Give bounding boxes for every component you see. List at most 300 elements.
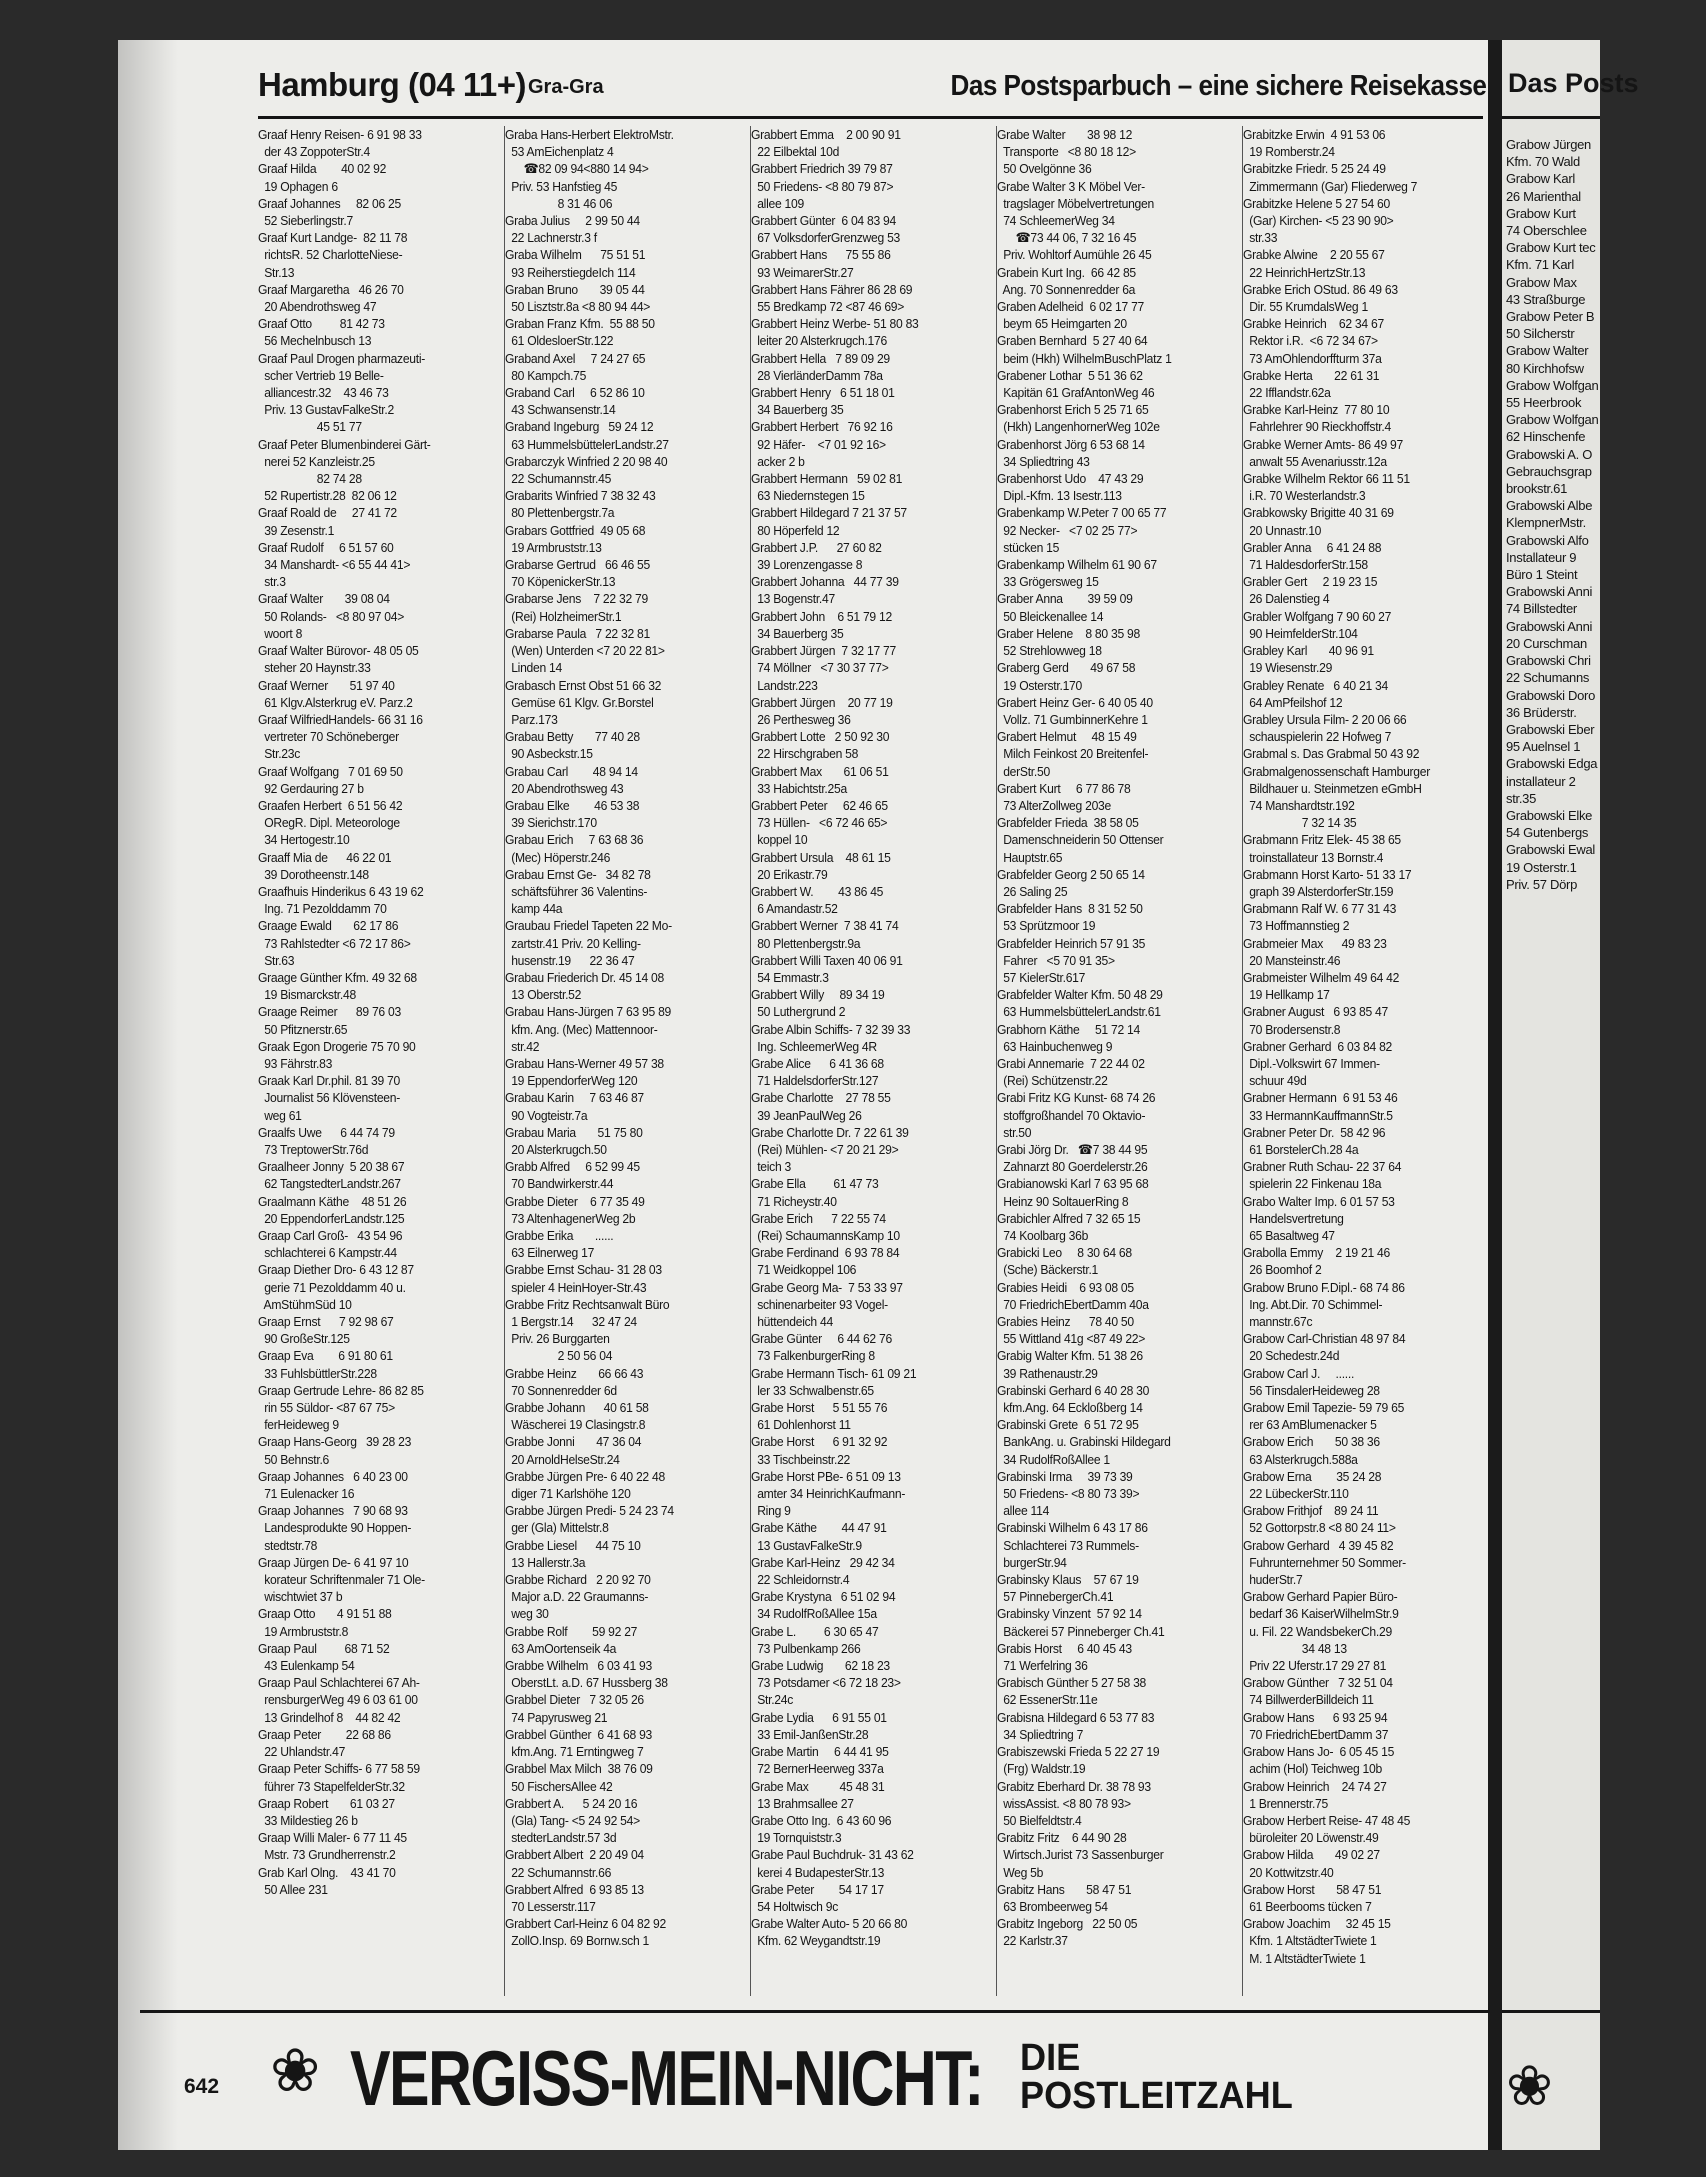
- directory-entry-line: 92 Gerdauring 27 b: [258, 780, 364, 796]
- directory-entry-line: Dir. 55 KrumdalsWeg 1: [1243, 299, 1368, 315]
- directory-entry-line: schuur 49d: [1243, 1073, 1307, 1089]
- directory-entry-line: Grabe Horst PBe- 6 51 09 13: [751, 1468, 901, 1484]
- directory-entry-line: Graaf Peter Blumenbinderei Gärt-: [258, 436, 431, 452]
- directory-entry-line: 34 RudolfRoßAllee 15a: [751, 1606, 877, 1622]
- directory-entry-line: kfm. Ang. (Mec) Mattennoor-: [505, 1021, 658, 1037]
- directory-entry-line: Str.13: [258, 264, 295, 280]
- directory-entry-line: 20 Abendrothsweg 47: [258, 299, 377, 315]
- directory-entry-line: 22 Karlstr.37: [997, 1933, 1068, 1949]
- directory-entry-line: 50 FischersAllee 42: [505, 1778, 613, 1794]
- directory-entry-line: ger (Gla) Mittelstr.8: [505, 1520, 609, 1536]
- directory-entry-line: stoffgroßhandel 70 Oktavio-: [997, 1107, 1146, 1123]
- directory-entry-line: schinenarbeiter 93 Vogel-: [751, 1296, 888, 1312]
- directory-entry-line: Grabau Ernst Ge- 34 82 78: [505, 866, 651, 882]
- directory-entry-line: Grabfelder Walter Kfm. 50 48 29: [997, 987, 1163, 1003]
- directory-entry-line: 63 Eilnerweg 17: [505, 1245, 595, 1261]
- directory-entry-line: kfm.Ang. 64 Eckloßberg 14: [997, 1400, 1143, 1416]
- directory-entry-line: Grabbert Willi Taxen 40 06 91: [751, 952, 903, 968]
- directory-entry-line: Handelsvertretung: [1243, 1210, 1344, 1226]
- directory-entry-line: 70 FriedrichEbertDamm 37: [1243, 1726, 1389, 1742]
- directory-entry-line: husenstr.19 22 36 47: [505, 952, 635, 968]
- directory-entry-line: Grabbe Jürgen Pre- 6 40 22 48: [505, 1468, 665, 1484]
- directory-entry-line: u. Fil. 22 WandsbekerCh.29: [1243, 1623, 1392, 1639]
- directory-entry-line: Str.23c: [258, 746, 301, 762]
- directory-entry-line: vertreter 70 Schöneberger: [258, 729, 399, 745]
- directory-entry-line: Grabb Alfred 6 52 99 45: [505, 1159, 640, 1175]
- directory-entry-line: Grabmalgenossenschaft Hamburger: [1243, 763, 1431, 779]
- directory-entry-line: steher 20 Haynstr.33: [258, 660, 371, 676]
- next-page-entry-line: 50 Silcherstr: [1506, 326, 1575, 342]
- directory-entry-line: (Rei) HolzheimerStr.1: [505, 608, 622, 624]
- next-page-entry-line: Gebrauchsgrap: [1506, 463, 1592, 479]
- directory-entry-line: Grabler Anna 6 41 24 88: [1243, 539, 1382, 555]
- directory-entry-line: Grabars Gottfried 49 05 68: [505, 522, 646, 538]
- next-page-entry-line: KlempnerMstr.: [1506, 515, 1586, 531]
- directory-entry-line: 73 Rahlstedter <6 72 17 86>: [258, 935, 411, 951]
- directory-entry-line: 50 Bleickenallee 14: [997, 608, 1104, 624]
- directory-entry-line: 2 50 56 04: [505, 1348, 613, 1364]
- directory-entry-line: hüttendeich 44: [751, 1314, 833, 1330]
- directory-entry-line: 82 74 28: [258, 471, 362, 487]
- directory-entry-line: Graap Willi Maler- 6 77 11 45: [258, 1830, 407, 1846]
- directory-entry-line: allee 114: [997, 1503, 1050, 1519]
- directory-entry-line: Grabe Erich 7 22 55 74: [751, 1210, 886, 1226]
- directory-entry-line: 90 Vogteistr.7a: [505, 1107, 588, 1123]
- directory-entry-line: Grabow Günther 7 32 51 04: [1243, 1675, 1393, 1691]
- directory-entry-line: 92 Necker- <7 02 25 77>: [997, 522, 1138, 538]
- directory-entry-line: i.R. 70 Westerlandstr.3: [1243, 488, 1366, 504]
- directory-entry-line: 54 Emmastr.3: [751, 969, 829, 985]
- directory-entry-line: 71 HaldelsdorferStr.127: [751, 1073, 879, 1089]
- directory-entry-line: 20 Kottwitzstr.40: [1243, 1864, 1334, 1880]
- directory-entry-line: Grabe L. 6 30 65 47: [751, 1623, 879, 1639]
- directory-entry-line: 74 Koolbarg 36b: [997, 1228, 1089, 1243]
- directory-entry-line: 57 PinnebergerCh.41: [997, 1589, 1114, 1605]
- directory-entry-line: Grabbert Ursula 48 61 15: [751, 849, 891, 865]
- directory-entry-line: Grabmann Fritz Elek- 45 38 65: [1243, 832, 1401, 848]
- directory-entry-line: Grabe Otto Ing. 6 43 60 96: [751, 1812, 892, 1828]
- directory-entry-line: 19 Tornquiststr.3: [751, 1830, 842, 1846]
- directory-entry-line: 19 Hellkamp 17: [1243, 987, 1330, 1003]
- directory-entry-line: Graage Ewald 62 17 86: [258, 918, 399, 934]
- directory-entry-line: Graalheer Jonny 5 20 38 67: [258, 1159, 405, 1175]
- directory-entry-line: 61 Klgv.Alsterkrug eV. Parz.2: [258, 694, 413, 710]
- directory-entry-line: 71 Richeystr.40: [751, 1193, 837, 1209]
- directory-entry-line: Graap Otto 4 91 51 88: [258, 1606, 392, 1622]
- directory-entry-line: Grabow Gerhard Papier Büro-: [1243, 1589, 1398, 1605]
- directory-entry-line: 19 Wiesenstr.29: [1243, 660, 1333, 676]
- directory-entry-line: Grabinsky Vinzent 57 92 14: [997, 1606, 1142, 1622]
- page-number: 642: [184, 2075, 220, 2098]
- directory-entry-line: Rektor i.R. <6 72 34 67>: [1243, 333, 1378, 349]
- directory-entry-line: 19 Romberstr.24: [1243, 144, 1335, 160]
- directory-entry-line: huderStr.7: [1243, 1572, 1303, 1588]
- directory-entry-line: 50 Luthergrund 2: [751, 1004, 846, 1020]
- directory-entry-line: 45 51 77: [258, 419, 362, 435]
- directory-entry-line: 26 Perthesweg 36: [751, 711, 851, 727]
- directory-entry-line: Grabbert Max 61 06 51: [751, 763, 889, 779]
- directory-entry-line: Bildhauer u. Steinmetzen eGmbH: [1243, 780, 1422, 796]
- directory-entry-line: Grabe Charlotte 27 78 55: [751, 1090, 891, 1106]
- directory-entry-line: amter 34 HeinrichKaufmann-: [751, 1486, 906, 1502]
- directory-entry-line: Grabe Peter 54 17 17: [751, 1881, 884, 1897]
- directory-entry-line: OberstLt. a.D. 67 Hussberg 38: [505, 1675, 668, 1691]
- directory-entry-line: 74 Manshardtstr.192: [1243, 797, 1355, 813]
- directory-entry-line: Grabarse Paula 7 22 32 81: [505, 625, 650, 641]
- directory-entry-line: Grabitz Ingeborg 22 50 05: [997, 1916, 1138, 1932]
- directory-entry-line: Graaf Walter Bürovor- 48 05 05: [258, 643, 419, 659]
- directory-entry-line: 22 LübeckerStr.110: [1243, 1486, 1349, 1502]
- directory-entry-line: leiter 20 Alsterkrugch.176: [751, 333, 887, 349]
- directory-entry-line: Grabke Heinrich 62 34 67: [1243, 316, 1384, 332]
- directory-entry-line: Graalmann Käthe 48 51 26: [258, 1193, 407, 1209]
- directory-entry-line: Grabbert W. 43 86 45: [751, 883, 884, 899]
- directory-entry-line: 19 Armbruststr.13: [505, 539, 602, 555]
- directory-entry-line: Graap Ernst 7 92 98 67: [258, 1314, 394, 1330]
- directory-entry-line: Grabe Ferdinand 6 93 78 84: [751, 1245, 900, 1261]
- directory-entry-line: Grabler Gert 2 19 23 15: [1243, 574, 1378, 590]
- directory-entry-line: 34 Manshardt- <6 55 44 41>: [258, 557, 411, 573]
- directory-entry-line: Grabfelder Hans 8 31 52 50: [997, 901, 1143, 917]
- next-page-entry-line: 74 Billstedter: [1506, 601, 1577, 617]
- directory-entry-line: Grabau Maria 51 75 80: [505, 1124, 643, 1140]
- directory-entry-line: Grabfelder Frieda 38 58 05: [997, 815, 1139, 831]
- directory-entry-line: 73 FalkenburgerRing 8: [751, 1348, 875, 1364]
- page-header: [140, 66, 1486, 118]
- directory-entry-line: Grabein Kurt Ing. 66 42 85: [997, 264, 1136, 280]
- directory-entry-line: Hauptstr.65: [997, 849, 1063, 865]
- directory-entry-line: Grabe Käthe 44 47 91: [751, 1520, 887, 1536]
- directory-entry-line: 74 Papyrusweg 21: [505, 1709, 608, 1725]
- listing-columns: [258, 126, 1488, 1996]
- next-page-entry-line: Büro 1 Steint: [1506, 567, 1578, 583]
- directory-entry-line: Grabinsky Klaus 57 67 19: [997, 1572, 1139, 1588]
- next-page-entry-line: Grabowski Alfo: [1506, 532, 1589, 548]
- directory-entry-line: ☎82 09 94<880 14 94>: [505, 161, 649, 177]
- directory-entry-line: 34 48 13: [1243, 1640, 1347, 1656]
- directory-entry-line: Grabau Betty 77 40 28: [505, 729, 640, 745]
- directory-entry-line: Grabkowsky Brigitte 40 31 69: [1243, 505, 1394, 521]
- directory-entry-line: 71 Weidkoppel 106: [751, 1262, 857, 1278]
- directory-entry-line: 19 EppendorferWeg 120: [505, 1073, 638, 1089]
- directory-entry-line: 28 VierländerDamm 78a: [751, 367, 883, 383]
- next-page-entry-line: Kfm. 71 Karl: [1506, 257, 1574, 273]
- directory-entry-line: (Rei) Schützenstr.22: [997, 1073, 1108, 1089]
- directory-entry-line: 62 TangstedterLandstr.267: [258, 1176, 401, 1192]
- next-page-entry-line: 22 Schumanns: [1506, 670, 1590, 686]
- directory-entry-line: koppel 10: [751, 832, 808, 848]
- directory-entry-line: Graba Julius 2 99 50 44: [505, 213, 640, 229]
- directory-entry-line: Grabbert Heinz Werbe- 51 80 83: [751, 316, 919, 332]
- directory-entry-line: ler 33 Schwalbenstr.65: [751, 1382, 874, 1398]
- directory-entry-line: 73 AmOhlendorffturm 37a: [1243, 350, 1382, 366]
- next-page-entry-line: 95 Auelnsel 1: [1506, 739, 1581, 755]
- directory-entry-line: Grabbe Jürgen Predi- 5 24 23 74: [505, 1503, 674, 1519]
- directory-entry-line: 39 Sierichstr.170: [505, 815, 597, 831]
- directory-entry-line: 70 Lesserstr.117: [505, 1898, 596, 1914]
- directory-entry-line: Grabler Wolfgang 7 90 60 27: [1243, 608, 1392, 624]
- directory-entry-line: 50 Bielfeldtstr.4: [997, 1812, 1082, 1828]
- directory-entry-line: Graaff Mia de 46 22 01: [258, 849, 392, 865]
- directory-entry-line: str.42: [505, 1038, 540, 1054]
- next-page-entry-line: Grabow Wolfgan: [1506, 377, 1599, 393]
- directory-entry-line: Grabert Helmut 48 15 49: [997, 729, 1137, 745]
- directory-entry-line: Graaf Wolfgang 7 01 69 50: [258, 763, 403, 779]
- directory-entry-line: Grabley Renate 6 40 21 34: [1243, 677, 1388, 693]
- directory-entry-line: Grabau Carl 48 94 14: [505, 763, 638, 779]
- directory-entry-line: Major a.D. 22 Graumanns-: [505, 1589, 649, 1605]
- directory-entry-line: wissAssist. <8 80 78 93>: [997, 1795, 1131, 1811]
- directory-entry-line: ferHeideweg 9: [258, 1417, 339, 1433]
- directory-entry-line: Graap Jürgen De- 6 41 97 10: [258, 1554, 409, 1570]
- directory-entry-line: 20 Mansteinstr.46: [1243, 952, 1341, 968]
- directory-entry-line: Graaf Henry Reisen- 6 91 98 33: [258, 127, 422, 142]
- directory-entry-line: Grabitz Fritz 6 44 90 28: [997, 1830, 1127, 1846]
- directory-entry-line: Grabe Horst 6 91 32 92: [751, 1434, 888, 1450]
- directory-entry-line: wischtwiet 37 b: [258, 1589, 343, 1605]
- directory-entry-line: Grabig Walter Kfm. 51 38 26: [997, 1348, 1143, 1364]
- directory-entry-line: Grabbert Jürgen 7 32 17 77: [751, 643, 896, 659]
- directory-entry-line: 57 KielerStr.617: [997, 969, 1086, 985]
- directory-entry-line: 80 Kampch.75: [505, 367, 587, 383]
- directory-entry-line: der 43 ZoppoterStr.4: [258, 144, 370, 160]
- directory-entry-line: (Sche) Bäckerstr.1: [997, 1262, 1099, 1278]
- directory-entry-line: Graap Paul 68 71 52: [258, 1640, 390, 1656]
- directory-entry-line: Grabitzke Erwin 4 91 53 06: [1243, 127, 1386, 142]
- directory-entry-line: Kfm. 1 AltstädterTwiete 1: [1243, 1933, 1377, 1949]
- next-page-entry-line: Grabowski Eber: [1506, 721, 1595, 737]
- directory-entry-line: Grabe Georg Ma- 7 53 33 97: [751, 1279, 903, 1295]
- directory-entry-line: 22 Lachnerstr.3 f: [505, 230, 597, 246]
- next-page-entry-line: str.35: [1506, 790, 1536, 806]
- directory-entry-line: 74 SchleemerWeg 34: [997, 213, 1115, 229]
- directory-entry-line: Grabbert Peter 62 46 65: [751, 797, 888, 813]
- directory-entry-line: 50 Lisztstr.8a <8 80 94 44>: [505, 299, 651, 315]
- directory-entry-line: Grabow Hans Jo- 6 05 45 15: [1243, 1744, 1395, 1760]
- directory-entry-line: Mstr. 73 Grundherrenstr.2: [258, 1847, 396, 1863]
- directory-entry-line: Grabbel Günther 6 41 68 93: [505, 1726, 653, 1742]
- directory-entry-line: Transporte <8 80 18 12>: [997, 144, 1136, 160]
- directory-entry-line: 20 Unnastr.10: [1243, 522, 1322, 538]
- directory-entry-line: 61 Beerbooms tücken 7: [1243, 1898, 1372, 1914]
- directory-entry-line: Grabbel Dieter 7 32 05 26: [505, 1692, 644, 1708]
- directory-entry-line: Grabbert J.P. 27 60 82: [751, 539, 882, 555]
- directory-entry-line: Grabke Alwine 2 20 55 67: [1243, 247, 1385, 263]
- directory-entry-line: 73 TreptowerStr.76d: [258, 1141, 369, 1157]
- directory-entry-line: Grabmann Horst Karto- 51 33 17: [1243, 866, 1412, 882]
- directory-entry-line: derStr.50: [997, 763, 1050, 779]
- directory-entry-line: 50 Ovelgönne 36: [997, 161, 1092, 177]
- directory-entry-line: Graage Günther Kfm. 49 32 68: [258, 969, 417, 985]
- directory-entry-line: 22 Eilbektal 10d: [751, 144, 840, 160]
- directory-entry-line: Wäscherei 19 Clasingstr.8: [505, 1417, 646, 1433]
- directory-entry-line: Grabe Hermann Tisch- 61 09 21: [751, 1365, 917, 1381]
- next-page-entry-line: 26 Marienthal: [1506, 188, 1581, 204]
- directory-entry-line: Fahrer <5 70 91 35>: [997, 952, 1115, 968]
- directory-entry-line: Graaf Rudolf 6 51 57 60: [258, 539, 394, 555]
- directory-entry-line: Grabarczyk Winfried 2 20 98 40: [505, 453, 668, 469]
- directory-entry-line: (Mec) Höperstr.246: [505, 849, 611, 865]
- directory-entry-line: Graaf Roald de 27 41 72: [258, 505, 397, 521]
- directory-entry-line: Grabe Krystyna 6 51 02 94: [751, 1589, 896, 1605]
- directory-entry-line: Grabau Karin 7 63 46 87: [505, 1090, 644, 1106]
- directory-entry-line: weg 30: [505, 1606, 549, 1622]
- directory-entry-line: Grabe Günter 6 44 62 76: [751, 1331, 892, 1347]
- directory-entry-line: Grabichler Alfred 7 32 65 15: [997, 1210, 1141, 1226]
- directory-entry-line: Grabitz Eberhard Dr. 38 78 93: [997, 1778, 1151, 1794]
- directory-entry-line: str.33: [1243, 230, 1278, 246]
- next-page-entry-line: Grabowski A. O: [1506, 446, 1593, 462]
- directory-entry-line: Grabner August 6 93 85 47: [1243, 1004, 1388, 1020]
- directory-entry-line: Grabow Erna 35 24 28: [1243, 1468, 1382, 1484]
- directory-entry-line: graph 39 AlsterdorferStr.159: [1243, 883, 1394, 899]
- directory-entry-line: tragslager Möbelvertretungen: [997, 195, 1154, 211]
- next-page-entry-line: 36 Brüderstr.: [1506, 704, 1577, 720]
- directory-entry-line: (Gla) Tang- <5 24 92 54>: [505, 1812, 640, 1828]
- directory-entry-line: Grabhorn Käthe 51 72 14: [997, 1021, 1140, 1037]
- directory-entry-line: Priv. 13 GustavFalkeStr.2: [258, 402, 394, 418]
- directory-entry-line: 20 Alsterkrugch.50: [505, 1141, 607, 1157]
- directory-entry-line: Grabe Charlotte Dr. 7 22 61 39: [751, 1124, 909, 1140]
- directory-entry-line: Graaf Margaretha 46 26 70: [258, 281, 404, 297]
- directory-entry-line: Grabitz Hans 58 47 51: [997, 1881, 1132, 1897]
- directory-entry-line: beim (Hkh) WilhelmBuschPlatz 1: [997, 350, 1172, 366]
- directory-entry-line: 80 Plettenbergstr.7a: [505, 505, 615, 521]
- directory-entry-line: Graaf Walter 39 08 04: [258, 591, 390, 607]
- directory-entry-line: Grabe Karl-Heinz 29 42 34: [751, 1554, 895, 1570]
- directory-entry-line: woort 8: [258, 625, 303, 641]
- directory-entry-line: Graaf Werner 51 97 40: [258, 677, 395, 693]
- directory-entry-line: Grabow Gerhard 4 39 45 82: [1243, 1537, 1394, 1553]
- directory-entry-line: Grabbert Günter 6 04 83 94: [751, 213, 896, 229]
- directory-entry-line: ORegR. Dipl. Meteorologe: [258, 815, 400, 831]
- directory-entry-line: 1 Brennerstr.75: [1243, 1795, 1329, 1811]
- directory-entry-line: 56 TinsdalerHeideweg 28: [1243, 1382, 1380, 1398]
- directory-entry-line: Grabbert Hans Fährer 86 28 69: [751, 281, 913, 297]
- directory-entry-line: 22 Schleidornstr.4: [751, 1572, 850, 1588]
- directory-entry-line: Zahnarzt 80 Goerdelerstr.26: [997, 1159, 1148, 1175]
- directory-entry-line: spielerin 22 Finkenau 18a: [1243, 1176, 1382, 1192]
- next-page-entry-line: Grabow Kurt: [1506, 205, 1576, 221]
- directory-entry-line: Grabke Erich OStud. 86 49 63: [1243, 281, 1398, 297]
- directory-entry-line: Str.63: [258, 952, 295, 968]
- directory-entry-line: Grabi Annemarie 7 22 44 02: [997, 1055, 1145, 1071]
- directory-entry-line: 13 Oberstr.52: [505, 987, 582, 1003]
- directory-entry-line: Grabitzke Helene 5 27 54 60: [1243, 195, 1391, 211]
- directory-entry-line: 33 Habichtstr.25a: [751, 780, 847, 796]
- directory-entry-line: Grabke Wilhelm Rektor 66 11 51: [1243, 471, 1410, 487]
- directory-entry-line: Graberg Gerd 49 67 58: [997, 660, 1136, 676]
- directory-entry-line: Grabau Erich 7 63 68 36: [505, 832, 644, 848]
- directory-entry-line: 71 HaldesdorferStr.158: [1243, 557, 1368, 573]
- directory-entry-line: 93 Fährstr.83: [258, 1055, 333, 1071]
- directory-entry-line: 63 Brombeerweg 54: [997, 1898, 1108, 1914]
- directory-entry-line: Grabbe Rolf 59 92 27: [505, 1623, 638, 1639]
- directory-entry-line: 20 Schedestr.24d: [1243, 1348, 1340, 1364]
- directory-entry-line: Grabow Carl-Christian 48 97 84: [1243, 1331, 1406, 1347]
- directory-entry-line: Heinz 90 SoltauerRing 8: [997, 1193, 1129, 1209]
- directory-entry-line: 33 HermannKauffmannStr.5: [1243, 1107, 1393, 1123]
- directory-entry-line: Grabies Heidi 6 93 08 05: [997, 1279, 1134, 1295]
- directory-entry-line: Graband Axel 7 24 27 65: [505, 350, 646, 366]
- directory-entry-line: Graap Hans-Georg 39 28 23: [258, 1434, 412, 1450]
- directory-entry-line: Graaf WilfriedHandels- 66 31 16: [258, 711, 423, 727]
- directory-entry-line: Grabisna Hildegard 6 53 77 83: [997, 1709, 1155, 1725]
- book-gutter: [1488, 40, 1502, 2150]
- directory-entry-line: ZollO.Insp. 69 Bornw.sch 1: [505, 1933, 650, 1949]
- directory-entry-line: Priv. Wohltorf Aumühle 26 45: [997, 247, 1152, 263]
- directory-entry-line: Grabe Ella 61 47 73: [751, 1176, 879, 1192]
- next-page-entry-line: Grabowski Anni: [1506, 618, 1593, 634]
- directory-entry-line: 19 Armbruststr.8: [258, 1623, 349, 1639]
- directory-entry-line: Graaf Kurt Landge- 82 11 78: [258, 230, 408, 246]
- directory-entry-line: 72 BernerHeerweg 337a: [751, 1761, 884, 1777]
- directory-entry-line: Grabbe Dieter 6 77 35 49: [505, 1193, 645, 1209]
- directory-entry-line: Graalfs Uwe 6 44 74 79: [258, 1124, 395, 1140]
- directory-entry-line: Priv. 26 Burggarten: [505, 1331, 610, 1347]
- directory-entry-line: rensburgerWeg 49 6 03 61 00: [258, 1692, 418, 1708]
- directory-entry-line: Graaf Otto 81 42 73: [258, 316, 385, 332]
- directory-entry-line: Grabow Horst 58 47 51: [1243, 1881, 1382, 1897]
- directory-entry-line: Ing. 71 Pezolddamm 70: [258, 901, 387, 917]
- header-city: Hamburg (04 11+): [258, 66, 527, 103]
- directory-entry-line: Str.24c: [751, 1692, 794, 1708]
- directory-entry-line: Grabner Hermann 6 91 53 46: [1243, 1090, 1398, 1106]
- directory-entry-line: (Frg) Waldstr.19: [997, 1761, 1086, 1777]
- next-page-header: Das Posts: [1508, 68, 1639, 98]
- directory-entry-line: 34 RudolfRoßAllee 1: [997, 1451, 1110, 1467]
- directory-entry-line: Priv 22 Uferstr.17 29 27 81: [1243, 1658, 1387, 1674]
- directory-entry-line: Grabner Peter Dr. 58 42 96: [1243, 1124, 1386, 1140]
- directory-entry-line: Grabe Paul Buchdruk- 31 43 62: [751, 1847, 914, 1863]
- directory-entry-line: Grabert Kurt 6 77 86 78: [997, 780, 1131, 796]
- directory-entry-line: diger 71 Karlshöhe 120: [505, 1486, 631, 1502]
- directory-entry-line: 55 Wittland 41g <87 49 22>: [997, 1331, 1146, 1347]
- directory-entry-line: Grabarse Gertrud 66 46 55: [505, 557, 650, 573]
- directory-entry-line: 22 Schumannstr.66: [505, 1864, 612, 1880]
- column-3: [750, 126, 997, 1996]
- directory-entry-line: Grabbert Carl-Heinz 6 04 82 92: [505, 1916, 666, 1932]
- directory-entry-line: Grabow Carl J. ......: [1243, 1365, 1355, 1381]
- directory-entry-line: 63 AmOortenseik 4a: [505, 1640, 617, 1656]
- directory-entry-line: 33 FuhlsbüttlerStr.228: [258, 1365, 377, 1381]
- next-page-flower-icon: ❀: [1506, 2054, 1553, 2117]
- directory-entry-line: Grabbert Jürgen 20 77 19: [751, 694, 893, 710]
- directory-entry-line: acker 2 b: [751, 453, 805, 469]
- column-5: [1242, 126, 1489, 1996]
- directory-entry-line: Grabbe Liesel 44 75 10: [505, 1537, 641, 1553]
- directory-entry-line: kfm.Ang. 71 Erntingweg 7: [505, 1744, 644, 1760]
- directory-entry-line: 33 Tischbeinstr.22: [751, 1451, 851, 1467]
- directory-entry-line: Grabis Horst 6 40 45 43: [997, 1640, 1132, 1656]
- directory-entry-line: schlachterei 6 Kampstr.44: [258, 1245, 397, 1261]
- directory-entry-line: Fahrlehrer 90 Rieckhoffstr.4: [1243, 419, 1391, 435]
- directory-entry-line: Graban Franz Kfm. 55 88 50: [505, 316, 655, 332]
- directory-entry-line: führer 73 StapelfelderStr.32: [258, 1778, 405, 1794]
- directory-entry-line: 20 Erikastr.79: [751, 866, 828, 882]
- directory-entry-line: 70 Sonnenredder 6d: [505, 1382, 617, 1398]
- directory-entry-line: Grabow Emil Tapezie- 59 79 65: [1243, 1400, 1405, 1416]
- directory-entry-line: 39 Rathenaustr.29: [997, 1365, 1098, 1381]
- directory-entry-line: 55 Bredkamp 72 <87 46 69>: [751, 299, 905, 315]
- directory-entry-line: 50 Behnstr.6: [258, 1451, 330, 1467]
- directory-entry-line: Grabe Ludwig 62 18 23: [751, 1658, 890, 1674]
- directory-entry-line: Grabner Ruth Schau- 22 37 64: [1243, 1159, 1402, 1175]
- directory-entry-line: Graap Eva 6 91 80 61: [258, 1348, 393, 1364]
- directory-entry-line: Graband Ingeburg 59 24 12: [505, 419, 654, 435]
- directory-entry-line: stedterLandstr.57 3d: [505, 1830, 617, 1846]
- directory-entry-line: Grabbert Emma 2 00 90 91: [751, 127, 901, 142]
